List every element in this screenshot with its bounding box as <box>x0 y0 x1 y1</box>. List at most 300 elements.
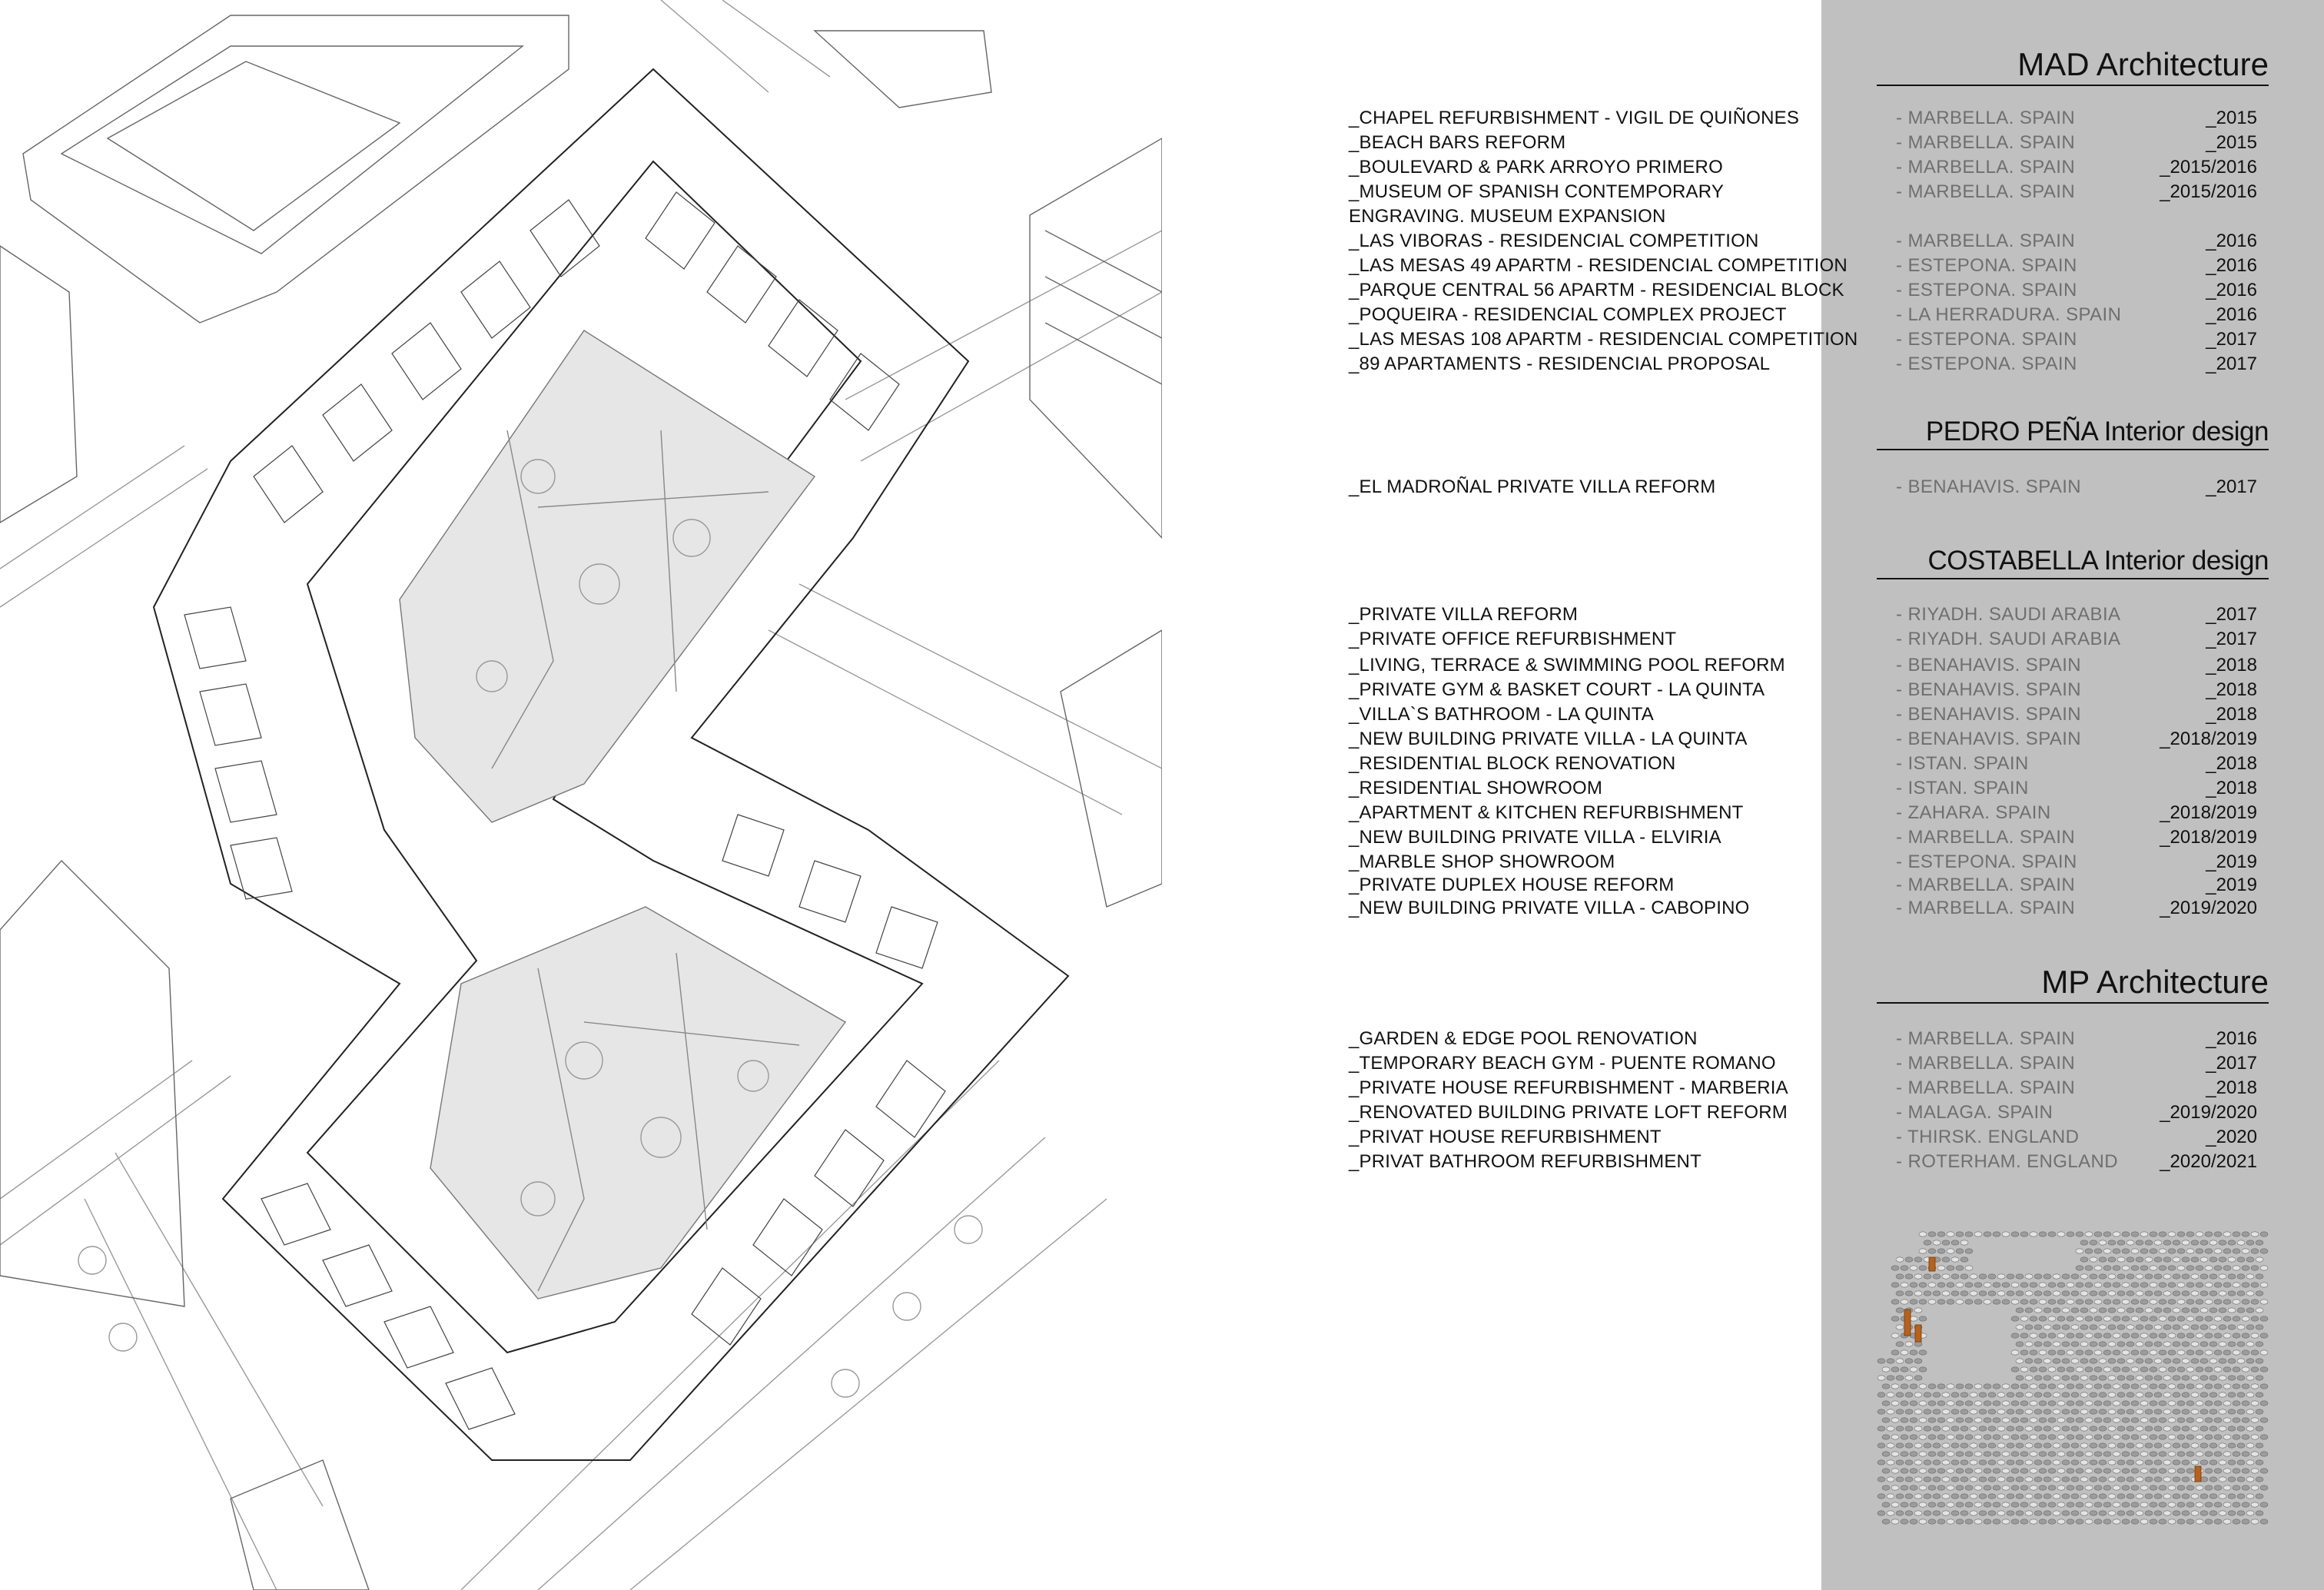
map-cell <box>2131 1384 2139 1389</box>
map-cell <box>2062 1426 2070 1431</box>
map-cell <box>2016 1325 2024 1329</box>
project-name: _89 APARTAMENTS - RESIDENCIAL PROPOSAL <box>1349 354 1771 374</box>
project-name: _LAS VIBORAS - RESIDENCIAL COMPETITION <box>1349 231 1759 251</box>
map-cell <box>2122 1266 2130 1270</box>
map-cell <box>1901 1435 1908 1439</box>
map-cell <box>2177 1300 2185 1304</box>
map-cell <box>2251 1249 2259 1253</box>
map-cell <box>1914 1511 1922 1515</box>
map-cell <box>2094 1283 2102 1287</box>
map-cell <box>2200 1392 2208 1397</box>
map-cell <box>2094 1418 2102 1422</box>
map-cell <box>2205 1469 2213 1473</box>
map-cell <box>2136 1376 2143 1380</box>
map-cell <box>1997 1443 2005 1448</box>
map-cell <box>1956 1249 1964 1253</box>
map-cell <box>2205 1401 2213 1406</box>
map-cell <box>2186 1249 2194 1253</box>
project-name: _PRIVAT BATHROOM REFURBISHMENT <box>1349 1151 1702 1172</box>
map-cell <box>2043 1443 2051 1448</box>
map-cell <box>2177 1232 2185 1236</box>
map-cell <box>2145 1257 2153 1262</box>
map-cell <box>2237 1291 2245 1296</box>
project-name: _BOULEVARD & PARK ARROYO PRIMERO <box>1349 157 1723 178</box>
map-cell <box>2168 1384 2176 1389</box>
map-cell <box>1960 1240 1968 1245</box>
project-name: _PRIVATE DUPLEX HOUSE REFORM <box>1349 875 1675 895</box>
map-cell <box>2256 1443 2263 1448</box>
map-cell <box>2030 1333 2037 1338</box>
map-cell <box>2163 1376 2171 1380</box>
map-cell <box>2062 1308 2070 1313</box>
map-cell <box>2099 1392 2107 1397</box>
map-cell <box>2200 1325 2208 1329</box>
map-cell <box>2159 1519 2166 1524</box>
map-cell <box>1970 1477 1977 1482</box>
map-cell <box>2002 1232 2010 1236</box>
map-cell <box>2048 1384 2056 1389</box>
map-cell <box>2223 1485 2231 1490</box>
map-cell <box>2209 1392 2217 1397</box>
project-location: - RIYADH. SAUDI ARABIA <box>1896 604 2121 625</box>
map-cell <box>2094 1249 2102 1253</box>
map-cell <box>1914 1291 1922 1296</box>
map-cell <box>2085 1249 2093 1253</box>
map-cell <box>1891 1502 1899 1507</box>
map-cell <box>1905 1511 1913 1515</box>
map-cell <box>2228 1494 2236 1499</box>
map-cell <box>2076 1350 2083 1355</box>
map-cell <box>1896 1426 1904 1431</box>
map-cell <box>2173 1325 2180 1329</box>
map-cell <box>1928 1452 1936 1456</box>
project-name: _PRIVATE HOUSE REFURBISHMENT - MARBERIA <box>1349 1077 1788 1098</box>
map-cell <box>2103 1316 2111 1321</box>
map-cell <box>2122 1418 2130 1422</box>
map-cell <box>2007 1494 2014 1499</box>
map-cell <box>1993 1502 2000 1507</box>
map-cell <box>2113 1316 2120 1321</box>
map-cell <box>2117 1308 2125 1313</box>
map-cell <box>2122 1367 2130 1372</box>
map-cell <box>1933 1477 1941 1482</box>
map-cell <box>2034 1342 2042 1346</box>
map-cell <box>2071 1443 2079 1448</box>
map-cell <box>1882 1452 1890 1456</box>
map-cell <box>2246 1460 2254 1465</box>
map-cell <box>1984 1519 1991 1524</box>
map-cell <box>2113 1469 2120 1473</box>
project-name: _CHAPEL REFURBISHMENT - VIGIL DE QUIÑONES <box>1349 108 1800 128</box>
map-cell <box>2007 1477 2014 1482</box>
map-cell <box>2228 1308 2236 1313</box>
map-cell <box>1914 1274 1922 1279</box>
map-cell <box>2223 1519 2231 1524</box>
map-cell <box>2159 1232 2166 1236</box>
map-cell <box>2020 1232 2028 1236</box>
map-cell <box>2094 1316 2102 1321</box>
map-cell <box>2260 1232 2268 1236</box>
map-cell <box>2150 1367 2157 1372</box>
map-cell <box>2103 1266 2111 1270</box>
map-cell <box>2163 1426 2171 1431</box>
map-cell <box>2154 1511 2162 1515</box>
map-cell <box>2030 1502 2037 1507</box>
map-cell <box>2242 1249 2249 1253</box>
map-cell <box>1877 1392 1885 1397</box>
map-cell <box>1965 1435 1973 1439</box>
map-cell <box>2154 1325 2162 1329</box>
map-cell <box>1965 1266 1973 1270</box>
map-cell <box>1877 1460 1885 1465</box>
project-year: _2019/2020 <box>2160 898 2257 918</box>
map-cell <box>2251 1232 2259 1236</box>
map-cell <box>2242 1485 2249 1490</box>
map-cell <box>2246 1308 2254 1313</box>
map-cell <box>2048 1519 2056 1524</box>
map-cell <box>2122 1519 2130 1524</box>
map-cell <box>2159 1401 2166 1406</box>
map-cell <box>1942 1477 1950 1482</box>
map-cell <box>2094 1519 2102 1524</box>
map-cell <box>1970 1511 1977 1515</box>
project-location: - ROTERHAM. ENGLAND <box>1896 1151 2118 1172</box>
map-cell <box>2233 1367 2240 1372</box>
map-cell <box>2256 1342 2263 1346</box>
map-cell <box>1984 1502 1991 1507</box>
map-cell <box>1970 1274 1977 1279</box>
map-cell <box>1984 1435 1991 1439</box>
map-cell <box>2071 1325 2079 1329</box>
map-cell <box>2002 1283 2010 1287</box>
map-cell <box>2122 1485 2130 1490</box>
map-cell <box>2237 1460 2245 1465</box>
map-cell <box>2168 1232 2176 1236</box>
map-cell <box>1965 1469 1973 1473</box>
project-name: _PARQUE CENTRAL 56 APARTM - RESIDENCIAL BLOCK <box>1349 280 1844 300</box>
map-cell <box>2219 1257 2226 1262</box>
map-cell <box>2200 1291 2208 1296</box>
project-location: - ESTEPONA. SPAIN <box>1896 354 2077 374</box>
map-cell <box>2159 1333 2166 1338</box>
map-cell <box>2205 1266 2213 1270</box>
map-cell <box>2076 1283 2083 1287</box>
map-cell <box>2099 1376 2107 1380</box>
project-year: _2017 <box>2206 629 2257 649</box>
map-cell <box>2117 1426 2125 1431</box>
map-cell <box>2242 1469 2249 1473</box>
map-cell <box>2256 1494 2263 1499</box>
map-cell <box>2011 1485 2019 1490</box>
project-year: _2020 <box>2206 1127 2257 1147</box>
map-cell <box>2260 1266 2268 1270</box>
map-cell <box>2182 1460 2190 1465</box>
map-cell <box>2002 1384 2010 1389</box>
map-cell <box>2043 1477 2051 1482</box>
map-cell <box>2150 1384 2157 1389</box>
project-location: - ISTAN. SPAIN <box>1896 778 2029 798</box>
map-cell <box>1997 1511 2005 1515</box>
map-cell <box>2002 1469 2010 1473</box>
project-location: - LA HERRADURA. SPAIN <box>1896 304 2122 325</box>
map-cell <box>2154 1342 2162 1346</box>
map-cell <box>2094 1232 2102 1236</box>
map-cell <box>1947 1485 1954 1490</box>
map-cell <box>1919 1469 1927 1473</box>
map-cell <box>2150 1300 2157 1304</box>
map-cell <box>1905 1342 1913 1346</box>
map-cell <box>2076 1485 2083 1490</box>
map-cell <box>2090 1359 2097 1363</box>
map-cell <box>1887 1359 1894 1363</box>
map-cell <box>2237 1274 2245 1279</box>
map-cell <box>2209 1274 2217 1279</box>
map-cell <box>1901 1452 1908 1456</box>
project-year: _2017 <box>2206 329 2257 350</box>
map-cell <box>2039 1519 2047 1524</box>
map-cell <box>2043 1291 2051 1296</box>
map-cell <box>2011 1469 2019 1473</box>
map-cell <box>2067 1435 2074 1439</box>
project-location: - ISTAN. SPAIN <box>1896 753 2029 774</box>
project-name: _POQUEIRA - RESIDENCIAL COMPLEX PROJECT <box>1349 304 1787 325</box>
map-cell <box>2131 1418 2139 1422</box>
map-cell <box>1960 1443 1968 1448</box>
map-cell <box>2016 1443 2024 1448</box>
map-cell <box>1896 1494 1904 1499</box>
map-cell <box>2103 1232 2111 1236</box>
map-cell <box>2090 1342 2097 1346</box>
world-map-svg <box>1877 1228 2269 1532</box>
map-cell <box>2228 1477 2236 1482</box>
map-cell <box>2219 1308 2226 1313</box>
map-cell <box>2177 1316 2185 1321</box>
map-cell <box>2140 1249 2148 1253</box>
map-cell <box>2011 1283 2019 1287</box>
map-cell <box>2099 1477 2107 1482</box>
project-location: - MARBELLA. SPAIN <box>1896 1053 2076 1074</box>
map-cell <box>2173 1477 2180 1482</box>
map-cell <box>1919 1232 1927 1236</box>
map-cell <box>2228 1325 2236 1329</box>
map-cell <box>2053 1342 2060 1346</box>
map-cell <box>2034 1291 2042 1296</box>
map-cell <box>2039 1333 2047 1338</box>
project-name: _LIVING, TERRACE & SWIMMING POOL REFORM <box>1349 655 1785 676</box>
map-cell <box>2057 1435 2065 1439</box>
map-cell <box>2186 1485 2194 1490</box>
map-cell <box>2145 1376 2153 1380</box>
map-cell <box>2113 1485 2120 1490</box>
map-cell <box>2108 1325 2116 1329</box>
map-cell <box>2057 1232 2065 1236</box>
map-cell <box>2076 1232 2083 1236</box>
map-cell <box>2030 1452 2037 1456</box>
map-cell <box>2173 1443 2180 1448</box>
map-cell <box>2025 1494 2033 1499</box>
map-cell <box>2154 1392 2162 1397</box>
project-year: _2017 <box>2206 604 2257 625</box>
map-cell <box>2016 1511 2024 1515</box>
map-cell <box>2126 1494 2134 1499</box>
map-cell <box>2126 1409 2134 1414</box>
map-cell <box>2122 1316 2130 1321</box>
map-cell <box>2039 1502 2047 1507</box>
map-cell <box>2209 1511 2217 1515</box>
map-cell <box>1974 1502 1982 1507</box>
project-year: _2018/2019 <box>2160 827 2257 848</box>
map-cell <box>2186 1350 2194 1355</box>
map-cell <box>2140 1435 2148 1439</box>
map-cell <box>2048 1333 2056 1338</box>
map-cell <box>2214 1316 2222 1321</box>
map-cell <box>2020 1502 2028 1507</box>
map-cell <box>2223 1502 2231 1507</box>
map-cell <box>2260 1485 2268 1490</box>
map-cell <box>2103 1401 2111 1406</box>
project-name: _TEMPORARY BEACH GYM - PUENTE ROMANO <box>1349 1053 1776 1074</box>
map-cell <box>2126 1443 2134 1448</box>
map-cell <box>2150 1435 2157 1439</box>
map-cell <box>2209 1409 2217 1414</box>
map-cell <box>2140 1485 2148 1490</box>
map-cell <box>2062 1342 2070 1346</box>
map-cell <box>2011 1401 2019 1406</box>
map-cell <box>1914 1443 1922 1448</box>
map-cell <box>1937 1452 1945 1456</box>
map-cell <box>2117 1477 2125 1482</box>
map-cell <box>2025 1274 2033 1279</box>
map-cell <box>2085 1367 2093 1372</box>
map-cell <box>1891 1316 1899 1321</box>
map-cell <box>2196 1283 2203 1287</box>
map-cell <box>2145 1325 2153 1329</box>
map-cell <box>2007 1443 2014 1448</box>
project-name: _PRIVATE OFFICE REFURBISHMENT <box>1349 629 1677 649</box>
map-cell <box>2260 1316 2268 1321</box>
map-cell <box>1970 1494 1977 1499</box>
map-cell <box>2219 1511 2226 1515</box>
map-cell <box>2145 1477 2153 1482</box>
map-cell <box>2233 1435 2240 1439</box>
map-marker <box>2195 1466 2201 1482</box>
map-cell <box>1933 1511 1941 1515</box>
map-cell <box>1960 1274 1968 1279</box>
map-cell <box>2113 1502 2120 1507</box>
map-cell <box>2062 1274 2070 1279</box>
map-cell <box>1877 1376 1885 1380</box>
map-cell <box>2159 1485 2166 1490</box>
map-cell <box>2025 1409 2033 1414</box>
map-cell <box>2168 1485 2176 1490</box>
map-cell <box>2228 1359 2236 1363</box>
map-cell <box>1974 1469 1982 1473</box>
map-cell <box>2228 1392 2236 1397</box>
map-cell <box>2117 1342 2125 1346</box>
map-cell <box>2131 1502 2139 1507</box>
map-cell <box>2067 1283 2074 1287</box>
map-cell <box>1882 1418 1890 1422</box>
map-cell <box>1947 1300 1954 1304</box>
map-cell <box>2080 1494 2088 1499</box>
map-cell <box>2131 1401 2139 1406</box>
map-cell <box>2090 1240 2097 1245</box>
map-cell <box>2076 1333 2083 1338</box>
map-cell <box>2242 1418 2249 1422</box>
map-cell <box>1914 1392 1922 1397</box>
map-cell <box>2196 1300 2203 1304</box>
map-cell <box>2154 1477 2162 1482</box>
map-cell <box>2131 1519 2139 1524</box>
project-location: - MARBELLA. SPAIN <box>1896 875 2076 895</box>
map-cell <box>2099 1359 2107 1363</box>
map-cell <box>2228 1511 2236 1515</box>
map-cell <box>2182 1376 2190 1380</box>
map-cell <box>2159 1367 2166 1372</box>
map-cell <box>2173 1376 2180 1380</box>
map-cell <box>2246 1291 2254 1296</box>
map-cell <box>2168 1418 2176 1422</box>
map-cell <box>1891 1418 1899 1422</box>
map-cell <box>2214 1485 2222 1490</box>
map-cell <box>2090 1477 2097 1482</box>
map-cell <box>2154 1409 2162 1414</box>
map-cell <box>2090 1291 2097 1296</box>
map-cell <box>2196 1418 2203 1422</box>
map-cell <box>1905 1274 1913 1279</box>
map-cell <box>2048 1418 2056 1422</box>
map-cell <box>2186 1401 2194 1406</box>
map-cell <box>1937 1232 1945 1236</box>
map-cell <box>2219 1443 2226 1448</box>
map-cell <box>1960 1460 1968 1465</box>
map-cell <box>2163 1392 2171 1397</box>
map-cell <box>1933 1291 1941 1296</box>
map-cell <box>2099 1274 2107 1279</box>
map-cell <box>2103 1502 2111 1507</box>
map-cell <box>1924 1392 1931 1397</box>
map-cell <box>2099 1291 2107 1296</box>
map-cell <box>1965 1232 1973 1236</box>
map-cell <box>1877 1426 1885 1431</box>
map-cell <box>2080 1257 2088 1262</box>
map-cell <box>2108 1240 2116 1245</box>
map-cell <box>2039 1367 2047 1372</box>
map-cell <box>2168 1266 2176 1270</box>
map-cell <box>2103 1519 2111 1524</box>
project-year: _2018 <box>2206 753 2257 774</box>
map-cell <box>1924 1240 1931 1245</box>
map-cell <box>2159 1435 2166 1439</box>
map-cell <box>2043 1494 2051 1499</box>
map-cell <box>2126 1291 2134 1296</box>
map-cell <box>2020 1384 2028 1389</box>
map-cell <box>1896 1443 1904 1448</box>
map-cell <box>2108 1291 2116 1296</box>
map-cell <box>2191 1409 2199 1414</box>
map-cell <box>1928 1469 1936 1473</box>
map-cell <box>2168 1502 2176 1507</box>
map-cell <box>1997 1477 2005 1482</box>
map-cell <box>2057 1333 2065 1338</box>
map-cell <box>2048 1232 2056 1236</box>
map-cell <box>2016 1426 2024 1431</box>
map-cell <box>1933 1409 1941 1414</box>
section-title-pedro-pena: PEDRO PEÑA Interior design <box>1877 417 2269 450</box>
map-cell <box>1988 1443 1996 1448</box>
map-cell <box>2034 1426 2042 1431</box>
map-cell <box>1988 1477 1996 1482</box>
